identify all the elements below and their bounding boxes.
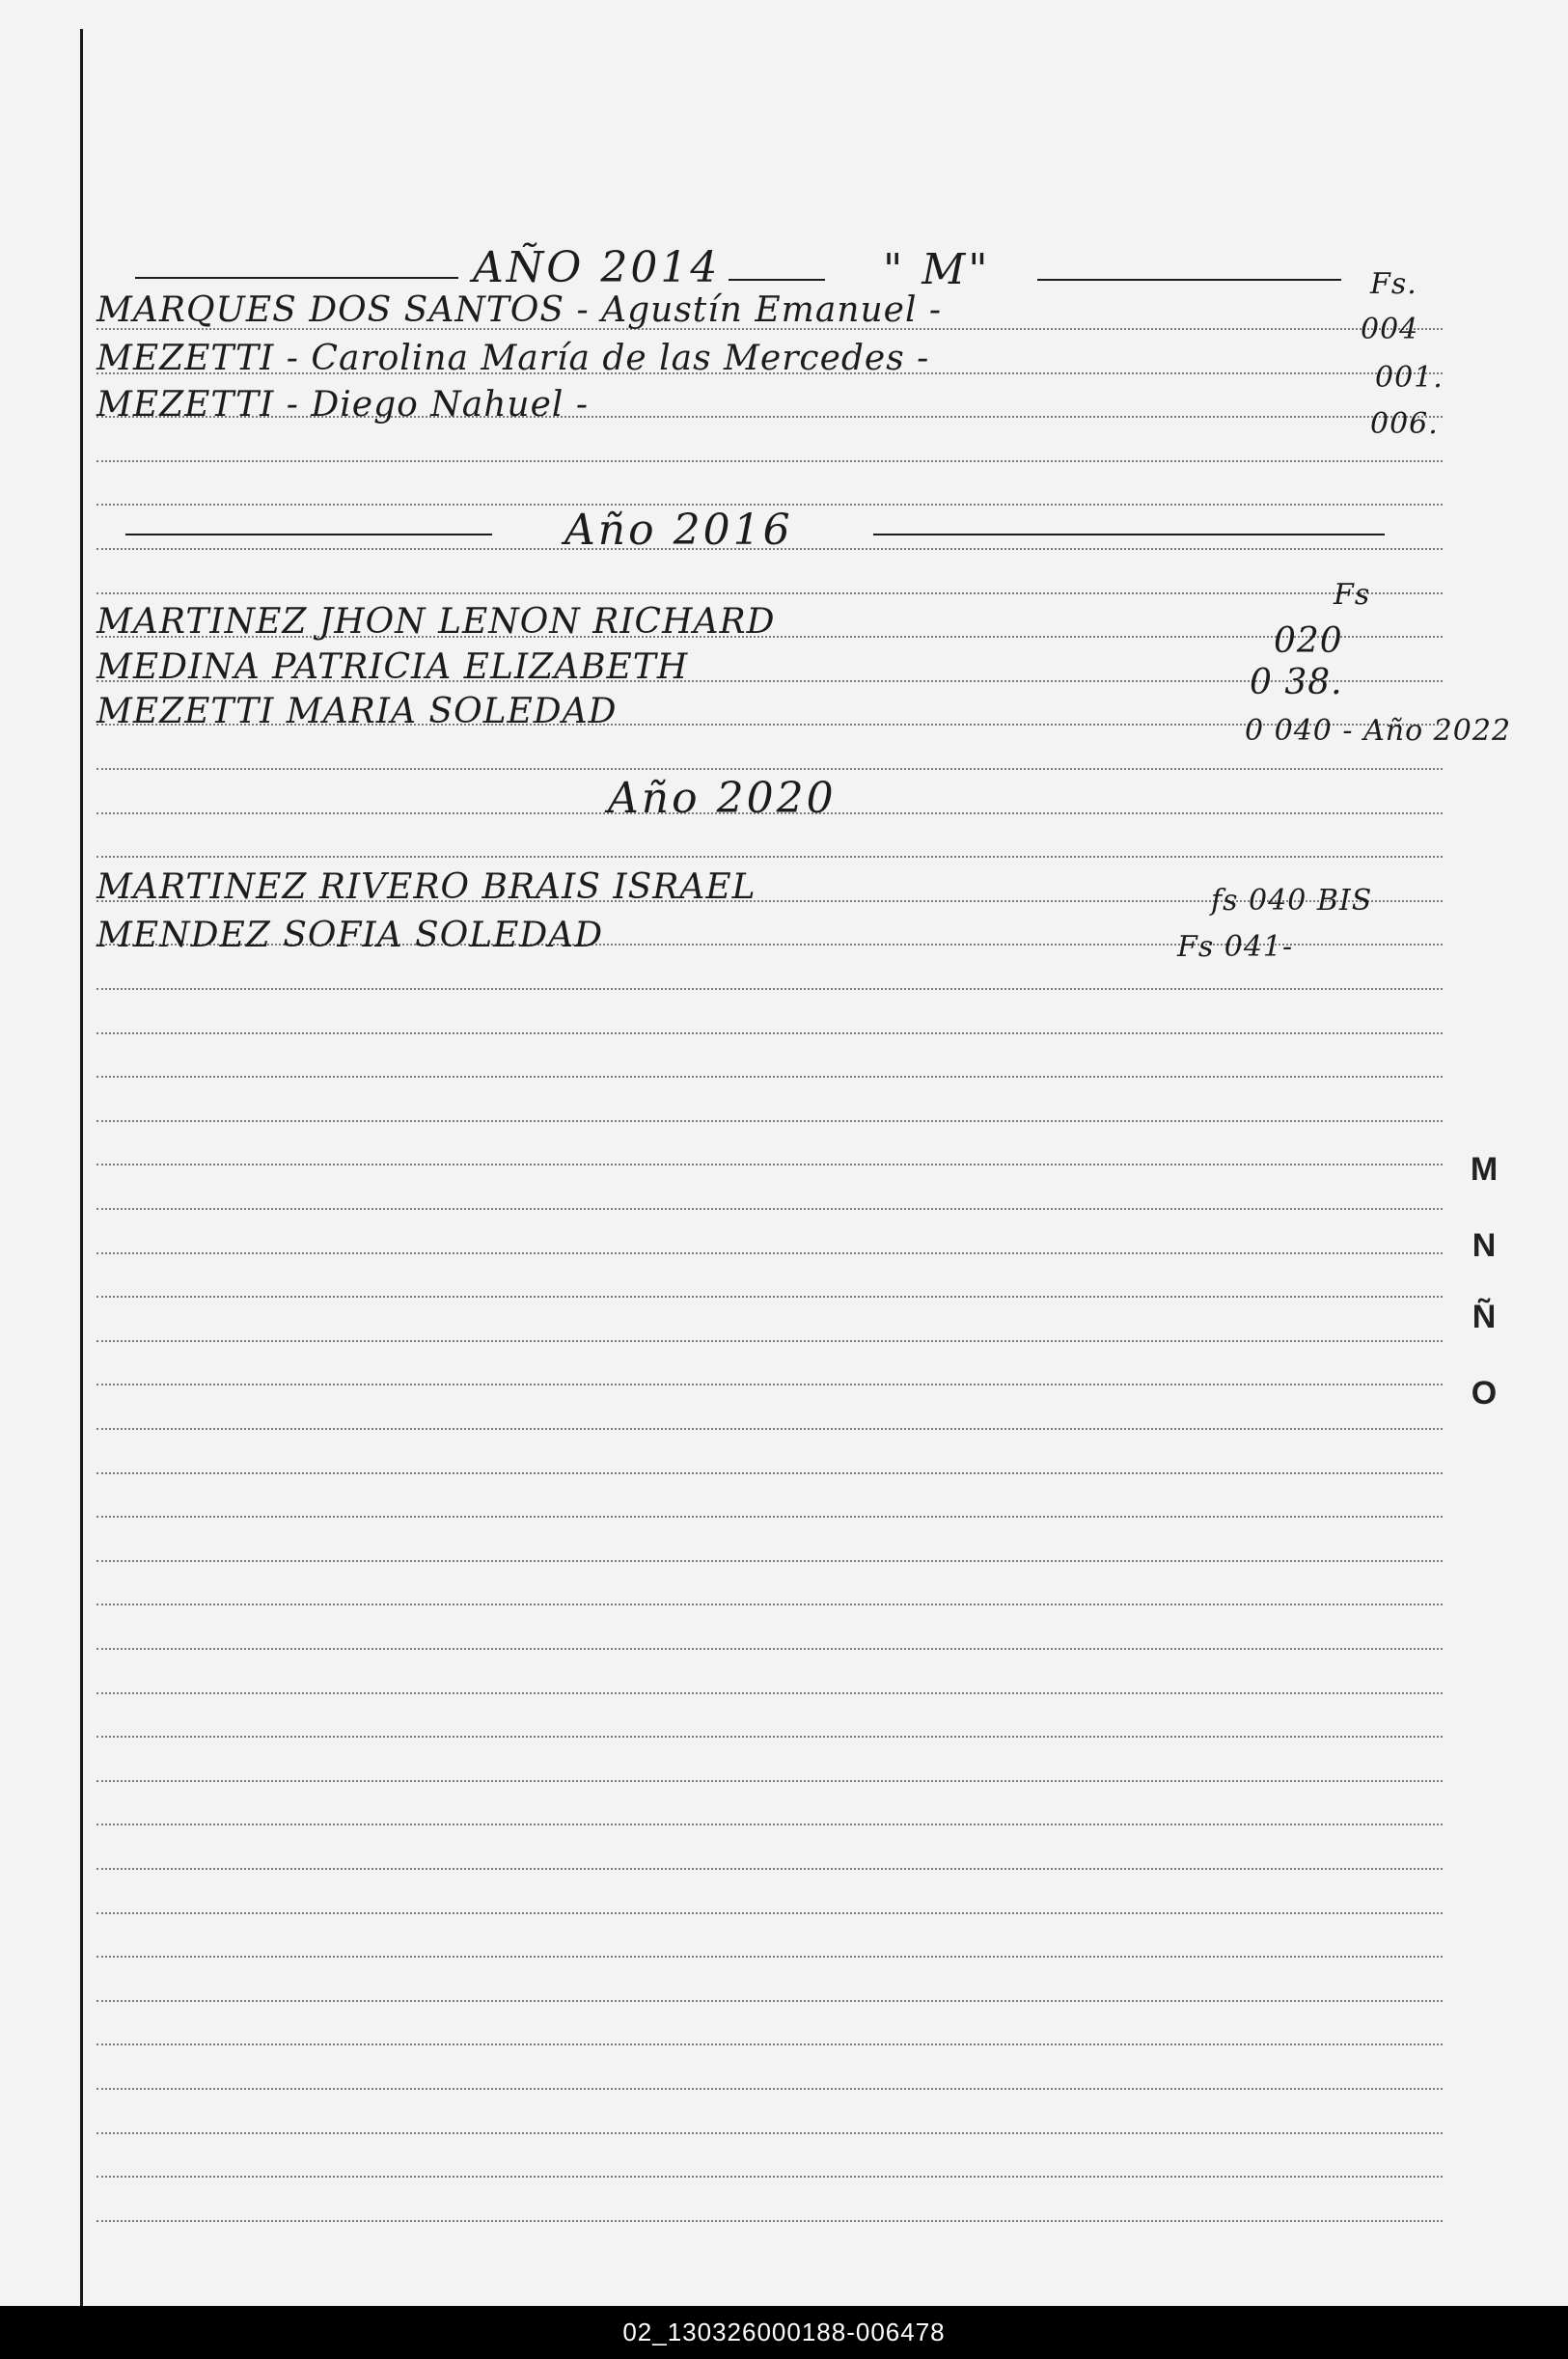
ruled-line: [96, 460, 1443, 462]
ruled-line: [96, 1340, 1443, 1342]
section-2014-fs-label: Fs.: [1370, 267, 1417, 301]
ruled-line: [96, 768, 1443, 770]
header-rule-right: [1037, 279, 1341, 281]
ruled-line: [96, 1868, 1443, 1870]
ruled-line: [96, 1516, 1443, 1518]
header-rule-left: [135, 277, 458, 279]
header-2016-rule-right: [873, 534, 1385, 535]
ruled-line: [96, 1208, 1443, 1210]
entry-2016-3-folio: 0 040 - Año 2022: [1245, 714, 1512, 748]
ruled-line: [96, 1824, 1443, 1825]
ruled-line: [96, 2220, 1443, 2222]
header-2016-rule-left: [125, 534, 492, 535]
ruled-line: [96, 856, 1443, 858]
ruled-line: [96, 1604, 1443, 1605]
ruled-line: [96, 1472, 1443, 1474]
section-2020-title: Año 2020: [608, 774, 837, 823]
entry-2014-1-name: MARQUES DOS SANTOS - Agustín Emanuel -: [96, 290, 943, 330]
ruled-line: [96, 1692, 1443, 1694]
ruled-line: [96, 1296, 1443, 1298]
ruled-line: [96, 1384, 1443, 1385]
header-rule-mid: [729, 279, 825, 281]
section-2016-fs-label: Fs: [1334, 578, 1371, 612]
section-2014-title: AÑO 2014: [473, 243, 721, 292]
index-tab-enye: Ñ: [1472, 1299, 1497, 1335]
ruled-line: [96, 2000, 1443, 2002]
index-tab-o: O: [1471, 1375, 1498, 1412]
ruled-line: [96, 1648, 1443, 1650]
entry-2014-2-name: MEZETTI - Carolina María de las Mercedes -: [96, 339, 930, 378]
ruled-line: [96, 1120, 1443, 1122]
section-2016-title: Año 2016: [564, 506, 793, 555]
ruled-line: [96, 2044, 1443, 2045]
document-code: 02_130326000188-006478: [622, 2318, 946, 2346]
left-margin-rule: [80, 29, 83, 2306]
ruled-line: [96, 1956, 1443, 1958]
index-tab-n: N: [1472, 1227, 1497, 1264]
ruled-line: [96, 1780, 1443, 1782]
ruled-line: [96, 1736, 1443, 1738]
ruled-line: [96, 1252, 1443, 1254]
entry-2020-1-folio: fs 040 BIS: [1211, 884, 1373, 918]
entry-2014-3-name: MEZETTI - Diego Nahuel -: [96, 385, 589, 425]
ruled-line: [96, 1164, 1443, 1166]
scan-footer: [0, 2306, 1568, 2359]
section-2014-letter: " M": [883, 245, 991, 294]
ruled-line: [96, 1428, 1443, 1430]
entry-2014-1-folio: 004: [1361, 313, 1419, 346]
ruled-line: [96, 988, 1443, 990]
index-tab-m: M: [1470, 1151, 1499, 1188]
entry-2016-2-name: MEDINA PATRICIA ELIZABETH: [96, 647, 689, 687]
ruled-line: [96, 2088, 1443, 2090]
entry-2016-2-folio: 0 38.: [1250, 663, 1343, 702]
ruled-line: [96, 2132, 1443, 2134]
entry-2020-2-folio: Fs 041-: [1177, 930, 1294, 964]
entry-2016-3-name: MEZETTI MARIA SOLEDAD: [96, 692, 618, 731]
entry-2016-1-name: MARTINEZ JHON LENON RICHARD: [96, 602, 776, 642]
ruled-line: [96, 1076, 1443, 1078]
ruled-line: [96, 1912, 1443, 1914]
entry-2016-1-folio: 020: [1274, 621, 1343, 661]
entry-2014-2-folio: 001.: [1375, 361, 1444, 395]
ruled-line: [96, 2176, 1443, 2178]
entry-2020-1-name: MARTINEZ RIVERO BRAIS ISRAEL: [96, 867, 756, 907]
ruled-line: [96, 1560, 1443, 1562]
entry-2020-2-name: MENDEZ SOFIA SOLEDAD: [96, 916, 604, 955]
entry-2014-3-folio: 006.: [1370, 407, 1439, 441]
ruled-line: [96, 592, 1443, 594]
ruled-line: [96, 1032, 1443, 1034]
